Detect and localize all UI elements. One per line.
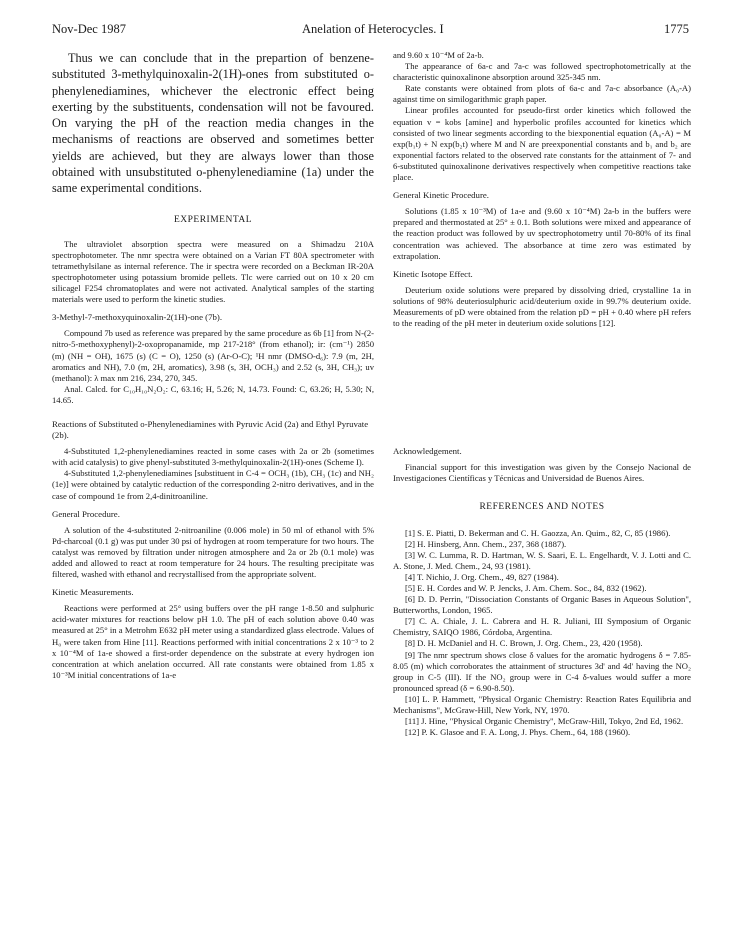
- reference-item: [8] D. H. McDaniel and H. C. Brown, J. Org. Chem., 23, 420 (1958).: [405, 638, 643, 649]
- reference-item: [3] W. C. Lumma, R. D. Hartman, W. S. Saari, E. L. Engelhardt, V. J. Lotti and C. A. Stone, J. Med. Chem., 24, 93 (1981).: [393, 549, 691, 571]
- analysis-paragraph: Anal. Calcd. for C₁₀H₁₀N₂O₂: C, 63.16; H, 5.26; N, 14.73. Found: C, 63.26; H, 5.30; N, 14.65.: [52, 383, 374, 405]
- experimental-section: [52, 239, 374, 681]
- compound-paragraph: Compound 7b used as reference was prepared by the same procedure as 6b [1] from N-(2-nitro-5-methoxyphenyl)-2-oxopropanamide, mp 217-218° (from ethanol); ir: (cm⁻¹) 2850 (m) (NH = OH), 1675 (s) (C = O), 1250 (s) (Ar-O-C); ¹H nmr (DMSO-d₆): 7.9 (m, 2H, aromatics and NH), 7.0 (m, 2H, aromatics), 3.98 (s, 3H, OCH₃) and 2.52 (s, 3H, CH₃); uv (methanol): λ max nm 216, 234, 270, 345.: [52, 328, 374, 383]
- reference-item: [7] C. A. Chiale, J. L. Cabrera and H. R. Juliani, III Symposium of Organic Chemistry, SAIQO 1986, Córdoba, Argentina.: [393, 616, 691, 638]
- continued-paragraph: and 9.60 x 10⁻⁴M of 2a-b.: [393, 50, 484, 60]
- right-column: [393, 50, 691, 738]
- isotope-effect-title: Kinetic Isotope Effect.: [393, 268, 473, 279]
- appearance-paragraph: The appearance of 6a-c and 7a-c was followed spectrophotometrically at the characteristic quinoxalinone absorption around 325-345 nm.: [393, 61, 691, 83]
- reactions-paragraph-1: 4-Substituted 1,2-phenylenediamines reacted in some cases with 2a or 2b (sometimes with acid catalysis) to give phenyl-substituted 3-methylquinoxalin-2(1H)-ones (Scheme I).: [52, 446, 374, 468]
- acknowledgement-title: Acknowledgement.: [393, 446, 462, 457]
- running-header: [52, 22, 689, 38]
- kinetic-measurements-title: Kinetic Measurements.: [52, 587, 134, 598]
- reference-item: [2] H. Hinsberg, Ann. Chem., 237, 368 (1887).: [405, 538, 567, 549]
- page-number: 1775: [664, 22, 689, 36]
- general-procedure-title: General Procedure.: [52, 508, 120, 519]
- conclusion-paragraph: Thus we can conclude that in the prepartion of benzene-substituted 3-methylquinoxalin-2(1H)-ones from substituted o-phenylenediamines, whichever the electronic effect being exerting by the substituents, condensation will not be favoured. On varying the pH of the reaction media changes in the mechanisms of reactions are observed and sometimes better yields are achieved, but they are always lower than those obtained with unsubstituted o-phenylenediamine (1a) under the same experimental conditions.: [52, 51, 374, 196]
- general-kinetic-paragraph: Solutions (1.85 x 10⁻³M) of 1a-e and (9.60 x 10⁻⁴M) 2a-b in the buffers were prepared and thermostated at 25° ± 0.1. Both solutions were mixed and appearance of the reaction product was followed by uv spectrophotometry until 70-80% of its final concentration was achieved. The absorbance at time zero was estimated by extrapolation.: [393, 206, 691, 261]
- references-heading: REFERENCES AND NOTES: [479, 502, 605, 513]
- instruments-paragraph: The ultraviolet absorption spectra were measured on a Shimadzu 210A spectrophotometer. The nmr spectra were obtained on a Varian FT 80A spectrometer with tetramethylsilane as internal reference. The ir spectra were recorded on a Beckman IR-20A spectrophotometer using potassium bromide pellets. Tlc were carried out on 10 x 20 cm silicagel F254 chromatoplates and were not activated. Analytical samples of the starting materials were used to perform the kinetic studies.: [52, 238, 374, 305]
- header-date: Nov-Dec 1987: [52, 22, 126, 36]
- reference-item: [4] T. Nichio, J. Org. Chem., 49, 827 (1984).: [405, 571, 559, 582]
- left-column: [52, 50, 374, 681]
- reference-item: [10] L. P. Hammett, "Physical Organic Chemistry: Reaction Rates Equilibria and Mechanisms", McGraw-Hill, New York, NY, 1970.: [393, 693, 691, 716]
- rate-constants-paragraph: Rate constants were obtained from plots of 6a-c and 7a-c absorbance (A₀-A) against time on similogarithmic graph paper.: [393, 83, 691, 105]
- reference-item: [5] E. H. Cordes and W. P. Jencks, J. Am. Chem. Soc., 84, 832 (1962).: [405, 583, 647, 593]
- reference-item: [1] S. E. Piatti, D. Bekerman and C. H. Gaozza, An. Quim., 82, C, 85 (1986).: [405, 527, 671, 538]
- conclusion-section: [52, 50, 374, 197]
- profiles-paragraph: Linear profiles accounted for pseudo-first order kinetics which followed the equation v = kobs [amine] and hyperbolic profiles accounted for kinetics which consisted of two linear segments according to the biexponential equation (A₀-A) = M exp(b₁t) + N exp(b₂t) where M and N are preexponential constants and b₁ and b₂ are exponential factors related to the observed rate constants for the attainment of 7- and 6-substituted quinoxalinone derivatives respectively when competitive reactions take place.: [393, 105, 691, 183]
- acknowledgement-paragraph: Financial support for this investigation was given by the Consejo Nacional de Investigaciones Científicas y Técnicas and Universidad de Buenos Aires.: [393, 462, 691, 484]
- reference-item: [9] The nmr spectrum shows close δ values for the aromatic hydrogens δ = 7.85-8.05 (m) which corroborates the attainment of structures 3d' and 4d' having the NO₂ group in C-5 (III). If the NO₂ group were in C-4 δ-values would suffer a more pronounced spread (δ = 6.90-8.50).: [393, 649, 691, 693]
- kinetic-measurements-paragraph: Reactions were performed at 25° using buffers over the pH range 1-8.50 and sulphuric acid-water mixtures for reactions below pH 1.0. The pH of each solution above 0.40 was measured at 25° in a Metrohm E632 pH meter using a standardized glass electrode. Values of H₀ were taken from Hine [11]. Reactions performed with initial concentrations 2 x 10⁻³ to 2 x 10⁻⁴M of 1a-e showed a first-order dependence on the substrate at every hydrogen ion concentration at which anelation occurred. All rate constants were obtained from 1.85 x 10⁻³M initial concentrations of 1a-e: [52, 603, 374, 680]
- references-list: [393, 528, 691, 739]
- reactions-title: Reactions of Substituted o-Phenylenediamines with Pyruvic Acid (2a) and Ethyl Pyruvate (2b).: [52, 418, 369, 441]
- reference-item: [12] P. K. Glasoe and F. A. Long, J. Phys. Chem., 64, 188 (1960).: [405, 727, 631, 738]
- isotope-effect-paragraph: Deuterium oxide solutions were prepared by dissolving dried, crystalline 1a in solutions of 98% deuteriosulphuric acid/deuterium oxide in 99.7% deuterium oxide. Measurements of pD were obtained from the relation pD = pH + 0.40 where pH refers to the reading of the pH meter in deuterium oxide solutions [12].: [393, 284, 691, 329]
- general-procedure-paragraph: A solution of the 4-substituted 2-nitroaniline (0.006 mole) in 50 ml of ethanol with 5% Pd-charcoal (0.1 g) was put under 30 psi of hydrogen at room temperature for two hours. The catalyst was removed by filtration under nitrogen atmosphere and 2a or 2b (0.1 mole) was added and allowed to react at room temperature for 24 hours. The resulting precipitate was filtered, washed with ethanol and recrystallised from the appropriate solvent.: [52, 524, 374, 580]
- reactions-paragraph-2: 4-Substituted 1,2-phenylenediamines [substituent in C-4 = OCH₃ (1b), CH₃ (1c) and NH₂ (1e)] were obtained by catalytic reduction of the corresponding 2-nitro derivatives, and in the case of compound 1e from 2,4-dinitroaniline.: [52, 468, 374, 501]
- header-title: Anelation of Heterocycles. I: [302, 22, 444, 36]
- reference-item: [11] J. Hine, "Physical Organic Chemistry", McGraw-Hill, Tokyo, 2nd Ed, 1962.: [405, 716, 684, 727]
- reference-item: [6] D. D. Perrin, "Dissociation Constants of Organic Bases in Aqueous Solution", Butterworths, London, 1965.: [393, 594, 691, 616]
- general-kinetic-title: General Kinetic Procedure.: [393, 190, 489, 201]
- compound-title: 3-Methyl-7-methoxyquinoxalin-2(1H)-one (7b).: [52, 312, 223, 323]
- experimental-heading: EXPERIMENTAL: [173, 214, 253, 225]
